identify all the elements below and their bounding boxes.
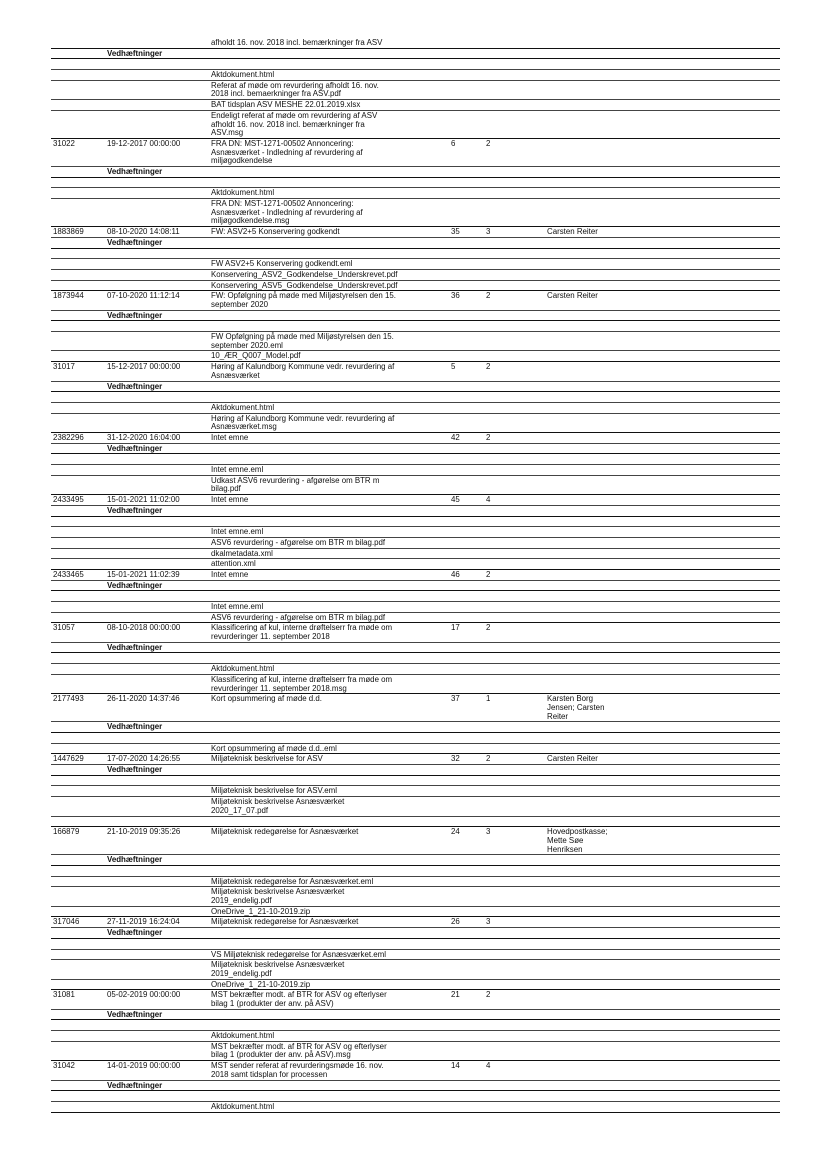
record-title: Miljøteknisk redegørelse for Asnæsværket	[211, 917, 359, 927]
record-recipients: Carsten Reiter	[547, 291, 598, 301]
record-date: 05-02-2019 00:00:00	[107, 990, 181, 1000]
attachment-row	[51, 403, 780, 414]
record-attachment-count: 1	[486, 694, 491, 704]
attachment-filename: FW ASV2+5 Konservering godkendt.eml	[211, 259, 353, 269]
record-date: 07-10-2020 11:12:14	[107, 291, 180, 301]
attachment-filename: Miljøteknisk redegørelse for Asnæsværket.eml	[211, 876, 374, 886]
record-id: 2433465	[53, 569, 84, 579]
attachment-row	[51, 1102, 780, 1113]
row-divider	[51, 1112, 780, 1113]
attachment-row	[51, 465, 780, 476]
record-doc-number: 24	[451, 827, 460, 837]
attachment-row	[51, 602, 780, 613]
attachments-header-row	[51, 444, 780, 455]
record-title: Høring af Kalundborg Kommune vedr. revurdering af Asnæsværket	[211, 362, 395, 380]
record-date: 17-07-2020 14:26:55	[107, 754, 181, 764]
record-attachment-count: 4	[486, 495, 491, 505]
attachment-row	[51, 414, 780, 433]
attachment-row	[51, 675, 780, 694]
attachment-row	[51, 538, 780, 549]
record-row	[51, 754, 780, 765]
attachments-label: Vedhæftninger	[107, 642, 163, 652]
attachment-filename: Aktdokument.html	[211, 70, 275, 80]
record-id: 166879	[53, 827, 80, 837]
attachment-filename: MST bekræfter modt. af BTR for ASV og efterlyser bilag 1 (produkter der anv. på ASV).msg	[211, 1041, 387, 1060]
attachment-filename: Aktdokument.html	[211, 1101, 275, 1111]
attachment-row	[51, 281, 780, 292]
document-table	[51, 38, 780, 1113]
attachments-label: Vedhæftninger	[107, 443, 163, 453]
record-date: 08-10-2018 00:00:00	[107, 623, 181, 633]
attachment-filename: VS Miljøteknisk redegørelse for Asnæsværket.eml	[211, 949, 386, 959]
attachment-row	[51, 70, 780, 81]
attachment-row	[51, 517, 780, 528]
attachments-header-row	[51, 49, 780, 60]
record-title: MST sender referat af revurderingsmøde 16. nov. 2018 samt tidsplan for processen	[211, 1061, 384, 1079]
record-row	[51, 990, 780, 1009]
attachments-header-row	[51, 855, 780, 866]
record-attachment-count: 3	[486, 917, 491, 927]
attachment-row	[51, 960, 780, 979]
attachments-label: Vedhæftninger	[107, 48, 163, 58]
record-attachment-count: 3	[486, 227, 491, 237]
record-row	[51, 694, 780, 722]
record-title: Miljøteknisk beskrivelse for ASV	[211, 754, 323, 764]
attachment-row	[51, 476, 780, 495]
attachment-row	[51, 887, 780, 906]
attachment-row	[51, 549, 780, 560]
record-recipients: Hovedpostkasse; Mette Søe Henriksen	[547, 827, 608, 854]
attachment-filename: 10_ÆR_Q007_Model.pdf	[211, 351, 301, 361]
attachment-filename: Kort opsummering af møde d.d..eml	[211, 743, 337, 753]
attachment-row	[51, 392, 780, 403]
attachment-filename: ASV6 revurdering - afgørelse om BTR m bilag.pdf	[211, 537, 386, 547]
attachment-filename: Intet emne.eml	[211, 602, 264, 611]
attachments-header-row	[51, 928, 780, 939]
attachment-row	[51, 786, 780, 797]
record-row	[51, 827, 780, 855]
attachments-label: Vedhæftninger	[107, 1080, 163, 1090]
attachment-row	[51, 259, 780, 270]
attachment-row	[51, 188, 780, 199]
record-row	[51, 623, 780, 642]
record-attachment-count: 2	[486, 569, 491, 579]
attachment-row	[51, 249, 780, 260]
record-row	[51, 1061, 780, 1080]
attachment-filename: Aktdokument.html	[211, 188, 275, 198]
attachment-filename: Høring af Kalundborg Kommune vedr. revurdering af Asnæsværket.msg	[211, 413, 395, 432]
attachment-row	[51, 38, 780, 49]
record-row	[51, 291, 780, 310]
attachments-label: Vedhæftninger	[107, 310, 163, 320]
record-title: Intet emne	[211, 495, 249, 505]
attachment-row	[51, 81, 780, 100]
attachments-header-row	[51, 506, 780, 517]
attachments-label: Vedhæftninger	[107, 765, 163, 775]
record-attachment-count: 4	[486, 1061, 491, 1071]
attachments-header-row	[51, 238, 780, 249]
record-row	[51, 227, 780, 238]
record-attachment-count: 3	[486, 827, 491, 837]
attachment-row	[51, 1031, 780, 1042]
attachments-header-row	[51, 382, 780, 393]
attachments-header-row	[51, 1010, 780, 1021]
attachment-filename: FW Opfølgning på møde med Miljøstyrelsen den 15. september 2020.eml	[211, 332, 394, 350]
record-attachment-count: 2	[486, 362, 491, 372]
attachment-row	[51, 907, 780, 918]
attachment-row	[51, 199, 780, 227]
attachment-filename: FRA DN: MST-1271-00502 Annoncering: Asnæsværket - Indledning af revurdering af miljøgodkendelse.msg	[211, 199, 363, 226]
record-row	[51, 433, 780, 444]
attachment-row	[51, 1020, 780, 1031]
attachment-filename: Miljøteknisk beskrivelse Asnæsværket 2020_17_07.pdf	[211, 797, 345, 815]
record-doc-number: 46	[451, 569, 460, 579]
record-date: 26-11-2020 14:37:46	[107, 694, 180, 704]
attachments-label: Vedhæftninger	[107, 1009, 163, 1019]
attachment-row	[51, 332, 780, 351]
record-date: 15-01-2021 11:02:39	[107, 569, 180, 579]
record-recipients: Carsten Reiter	[547, 227, 598, 237]
record-id: 31022	[53, 138, 75, 148]
record-doc-number: 35	[451, 227, 460, 237]
attachment-row	[51, 817, 780, 828]
attachment-row	[51, 59, 780, 70]
record-date: 08-10-2020 14:08:11	[107, 227, 180, 237]
record-doc-number: 32	[451, 754, 460, 764]
record-doc-number: 26	[451, 917, 460, 927]
attachment-row	[51, 980, 780, 991]
record-doc-number: 42	[451, 432, 460, 442]
record-date: 27-11-2019 16:24:04	[107, 917, 180, 927]
attachments-header-row	[51, 722, 780, 733]
record-title: FW: ASV2+5 Konservering godkendt	[211, 227, 340, 237]
record-date: 15-01-2021 11:02:00	[107, 495, 180, 505]
record-title: MST bekræfter modt. af BTR for ASV og efterlyser bilag 1 (produkter der anv. på ASV)	[211, 990, 387, 1008]
record-attachment-count: 2	[486, 432, 491, 442]
record-date: 19-12-2017 00:00:00	[107, 138, 181, 148]
attachment-filename: dkalmetadata.xml	[211, 548, 273, 558]
attachment-filename: Klassificering af kul, interne drøftelserr fra møde om revurderinger 11. september 2018.msg	[211, 674, 393, 693]
attachments-label: Vedhæftninger	[107, 580, 163, 590]
record-title: FRA DN: MST-1271-00502 Annoncering: Asnæsværket - Indledning af revurdering af miljøgodkendelse	[211, 138, 363, 166]
attachment-row	[51, 664, 780, 675]
attachment-row	[51, 178, 780, 189]
record-id: 1883869	[53, 227, 84, 237]
record-date: 21-10-2019 09:35:26	[107, 827, 181, 837]
attachment-filename: Miljøteknisk beskrivelse Asnæsværket 2019_endelig.pdf	[211, 960, 345, 978]
attachment-filename: attention.xml	[211, 559, 256, 569]
attachment-filename: Miljøteknisk beskrivelse for ASV.eml	[211, 786, 337, 796]
attachment-filename: OneDrive_1_21-10-2019.zip	[211, 979, 311, 989]
attachment-filename: Endeligt referat af møde om revurdering af ASV afholdt 16. nov. 2018 incl. bemærkninger fra ASV.msg	[211, 110, 378, 138]
record-attachment-count: 2	[486, 754, 491, 764]
record-id: 2433495	[53, 495, 84, 505]
record-row	[51, 495, 780, 506]
record-doc-number: 36	[451, 291, 460, 301]
attachments-header-row	[51, 167, 780, 178]
attachment-row	[51, 270, 780, 281]
record-attachment-count: 2	[486, 138, 491, 148]
attachment-row	[51, 797, 780, 816]
record-doc-number: 17	[451, 623, 460, 633]
attachment-filename: OneDrive_1_21-10-2019.zip	[211, 906, 311, 916]
record-id: 1873944	[53, 291, 84, 301]
record-date: 31-12-2020 16:04:00	[107, 432, 181, 442]
attachment-row	[51, 733, 780, 744]
record-recipients: Carsten Reiter	[547, 754, 598, 764]
record-id: 31081	[53, 990, 75, 1000]
record-row	[51, 362, 780, 381]
attachments-label: Vedhæftninger	[107, 167, 163, 177]
attachments-label: Vedhæftninger	[107, 722, 163, 732]
attachment-row	[51, 454, 780, 465]
attachment-filename: Intet emne.eml	[211, 465, 264, 475]
record-date: 15-12-2017 00:00:00	[107, 362, 181, 372]
attachment-filename: ASV6 revurdering - afgørelse om BTR m bilag.pdf	[211, 612, 386, 622]
attachment-row	[51, 559, 780, 570]
attachment-row	[51, 877, 780, 888]
attachment-row	[51, 1042, 780, 1061]
attachment-filename: BAT tidsplan ASV MESHE 22.01.2019.xlsx	[211, 100, 361, 110]
record-title: Klassificering af kul, interne drøftelserr fra møde om revurderinger 11. september 2018	[211, 623, 393, 642]
attachment-row	[51, 591, 780, 602]
record-id: 1447629	[53, 754, 84, 764]
record-date: 14-01-2019 00:00:00	[107, 1061, 181, 1071]
attachment-row	[51, 100, 780, 111]
record-row	[51, 570, 780, 581]
attachment-filename: Referat af møde om revurdering afholdt 16. nov. 2018 incl. bemaerkninger fra ASV.pdf	[211, 80, 379, 99]
attachments-label: Vedhæftninger	[107, 381, 163, 391]
record-row	[51, 139, 780, 167]
record-attachment-count: 2	[486, 291, 491, 301]
record-id: 317046	[53, 917, 80, 927]
record-doc-number: 14	[451, 1061, 460, 1071]
attachment-filename: Aktdokument.html	[211, 664, 275, 674]
attachment-filename: afholdt 16. nov. 2018 incl. bemærkninger fra ASV	[211, 38, 383, 47]
attachment-row	[51, 111, 780, 139]
record-doc-number: 21	[451, 990, 460, 1000]
attachment-filename: Miljøteknisk beskrivelse Asnæsværket 2019_endelig.pdf	[211, 887, 345, 906]
attachment-filename: Aktdokument.html	[211, 1031, 275, 1041]
attachment-filename: Konservering_ASV2_Godkendelse_Underskrevet.pdf	[211, 269, 398, 279]
attachments-label: Vedhæftninger	[107, 505, 163, 515]
record-title: Intet emne	[211, 569, 249, 579]
record-doc-number: 37	[451, 694, 460, 704]
record-title: FW: Opfølgning på møde med Miljøstyrelsen den 15. september 2020	[211, 291, 396, 309]
attachment-row	[51, 776, 780, 787]
record-doc-number: 45	[451, 495, 460, 505]
attachments-header-row	[51, 581, 780, 592]
attachments-header-row	[51, 765, 780, 776]
record-attachment-count: 2	[486, 623, 491, 633]
record-doc-number: 5	[451, 362, 456, 372]
attachment-filename: Aktdokument.html	[211, 402, 275, 412]
attachment-row	[51, 939, 780, 950]
record-title: Kort opsummering af møde d.d.	[211, 694, 322, 704]
attachment-row	[51, 321, 780, 332]
record-id: 31017	[53, 362, 75, 372]
attachments-label: Vedhæftninger	[107, 928, 163, 938]
attachment-row	[51, 351, 780, 362]
attachment-row	[51, 950, 780, 961]
attachment-filename: Konservering_ASV5_Godkendelse_Underskrevet.pdf	[211, 280, 398, 290]
record-recipients: Karsten Borg Jensen; Carsten Reiter	[547, 694, 605, 721]
record-row	[51, 917, 780, 928]
attachment-row	[51, 653, 780, 664]
attachment-filename: Intet emne.eml	[211, 527, 264, 537]
record-title: Miljøteknisk redegørelse for Asnæsværket	[211, 827, 359, 837]
attachments-label: Vedhæftninger	[107, 855, 163, 865]
record-id: 2382296	[53, 432, 84, 442]
attachment-filename: Udkast ASV6 revurdering - afgørelse om BTR m bilag.pdf	[211, 475, 380, 494]
record-attachment-count: 2	[486, 990, 491, 1000]
attachments-header-row	[51, 311, 780, 322]
attachments-label: Vedhæftninger	[107, 237, 163, 247]
attachment-row	[51, 1091, 780, 1102]
record-id: 31042	[53, 1061, 75, 1071]
attachments-header-row	[51, 1081, 780, 1092]
attachment-row	[51, 527, 780, 538]
record-id: 31057	[53, 623, 75, 633]
record-id: 2177493	[53, 694, 84, 704]
record-doc-number: 6	[451, 138, 456, 148]
attachments-header-row	[51, 643, 780, 654]
attachment-row	[51, 613, 780, 624]
record-title: Intet emne	[211, 432, 249, 442]
attachment-row	[51, 866, 780, 877]
attachment-row	[51, 744, 780, 755]
